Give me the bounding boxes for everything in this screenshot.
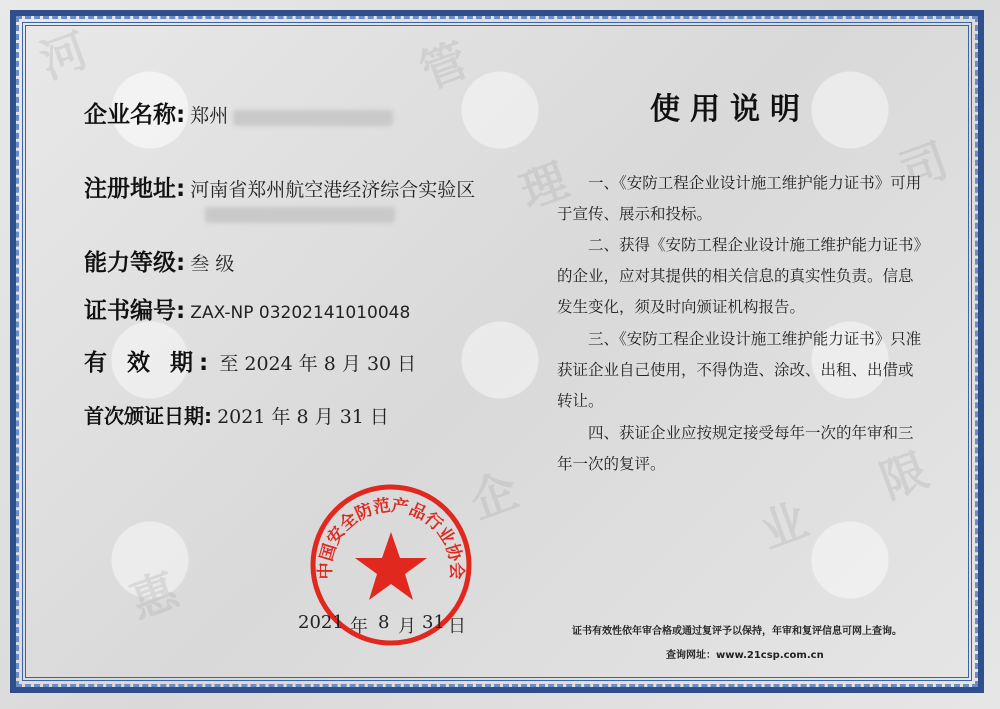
field-cert-no [84,292,410,325]
footer-note: 证书有效性依年审合格或通过复评予以保持，年审和复评信息可网上查询。 [572,626,902,637]
address-value: 河南省郑州航空港经济综合实验区 [190,179,476,201]
address-label: 注册地址: [84,176,186,202]
first-issue-value: 2021 年 8 月 31 日 [217,406,389,428]
issue-day-char: 日 [448,616,466,637]
watermark-char: 司 [893,132,955,200]
issue-year: 2021 [298,612,344,633]
field-first-issue [84,400,389,429]
issue-month: 8 [378,612,390,633]
cert-no-label: 证书编号: [84,298,186,324]
grade-label: 能力等级: [84,250,186,276]
watermark-char: 理 [513,152,575,220]
cert-no-value: ZAX-NP 03202141010048 [190,303,411,323]
watermark-char: 管 [413,32,475,100]
instruction-2: 二、获得《安防工程企业设计施工维护能力证书》的企业，应对其提供的相关信息的真实性负责。信息发生变化，须及时向颁证机构报告。 [557,236,922,316]
field-company [84,96,393,129]
instructions-title: 使用说明 [650,92,810,127]
watermark-char: 企 [463,462,525,530]
issue-day: 31 [422,612,445,633]
first-issue-label: 首次颁证日期: [84,404,212,428]
redacted-company-name [233,110,393,126]
field-address [84,170,475,203]
seal-text: 中国安全防范产品行业协会 [315,495,467,580]
valid-value: 至 2024 年 8 月 30 日 [219,353,417,375]
redacted-address [205,207,395,223]
valid-label: 有 效 期: [84,350,215,376]
field-valid [84,344,416,377]
issue-month-char: 月 [398,616,416,637]
watermark-char: 限 [873,442,935,510]
watermark-char: 河 [33,22,95,90]
company-value: 郑州 [190,105,229,127]
issue-year-char: 年 [350,616,368,637]
seal-star-icon [355,532,427,600]
company-label: 企业名称: [84,102,186,128]
address-line-2 [205,204,395,223]
instruction-3: 三、《安防工程企业设计施工维护能力证书》只准获证企业自己使用，不得伪造、涂改、出租、出借或转让。 [557,330,922,410]
grade-value: 叁 级 [190,253,235,275]
footer-website: 查询网址：www.21csp.com.cn [666,650,824,661]
instruction-4: 四、获证企业应按规定接受每年一次的年审和三年一次的复评。 [557,424,914,473]
instruction-1: 一、《安防工程企业设计施工维护能力证书》可用于宣传、展示和投标。 [557,174,922,223]
field-grade [84,244,234,277]
watermark-char: 惠 [123,562,185,630]
watermark-char: 业 [753,492,815,560]
